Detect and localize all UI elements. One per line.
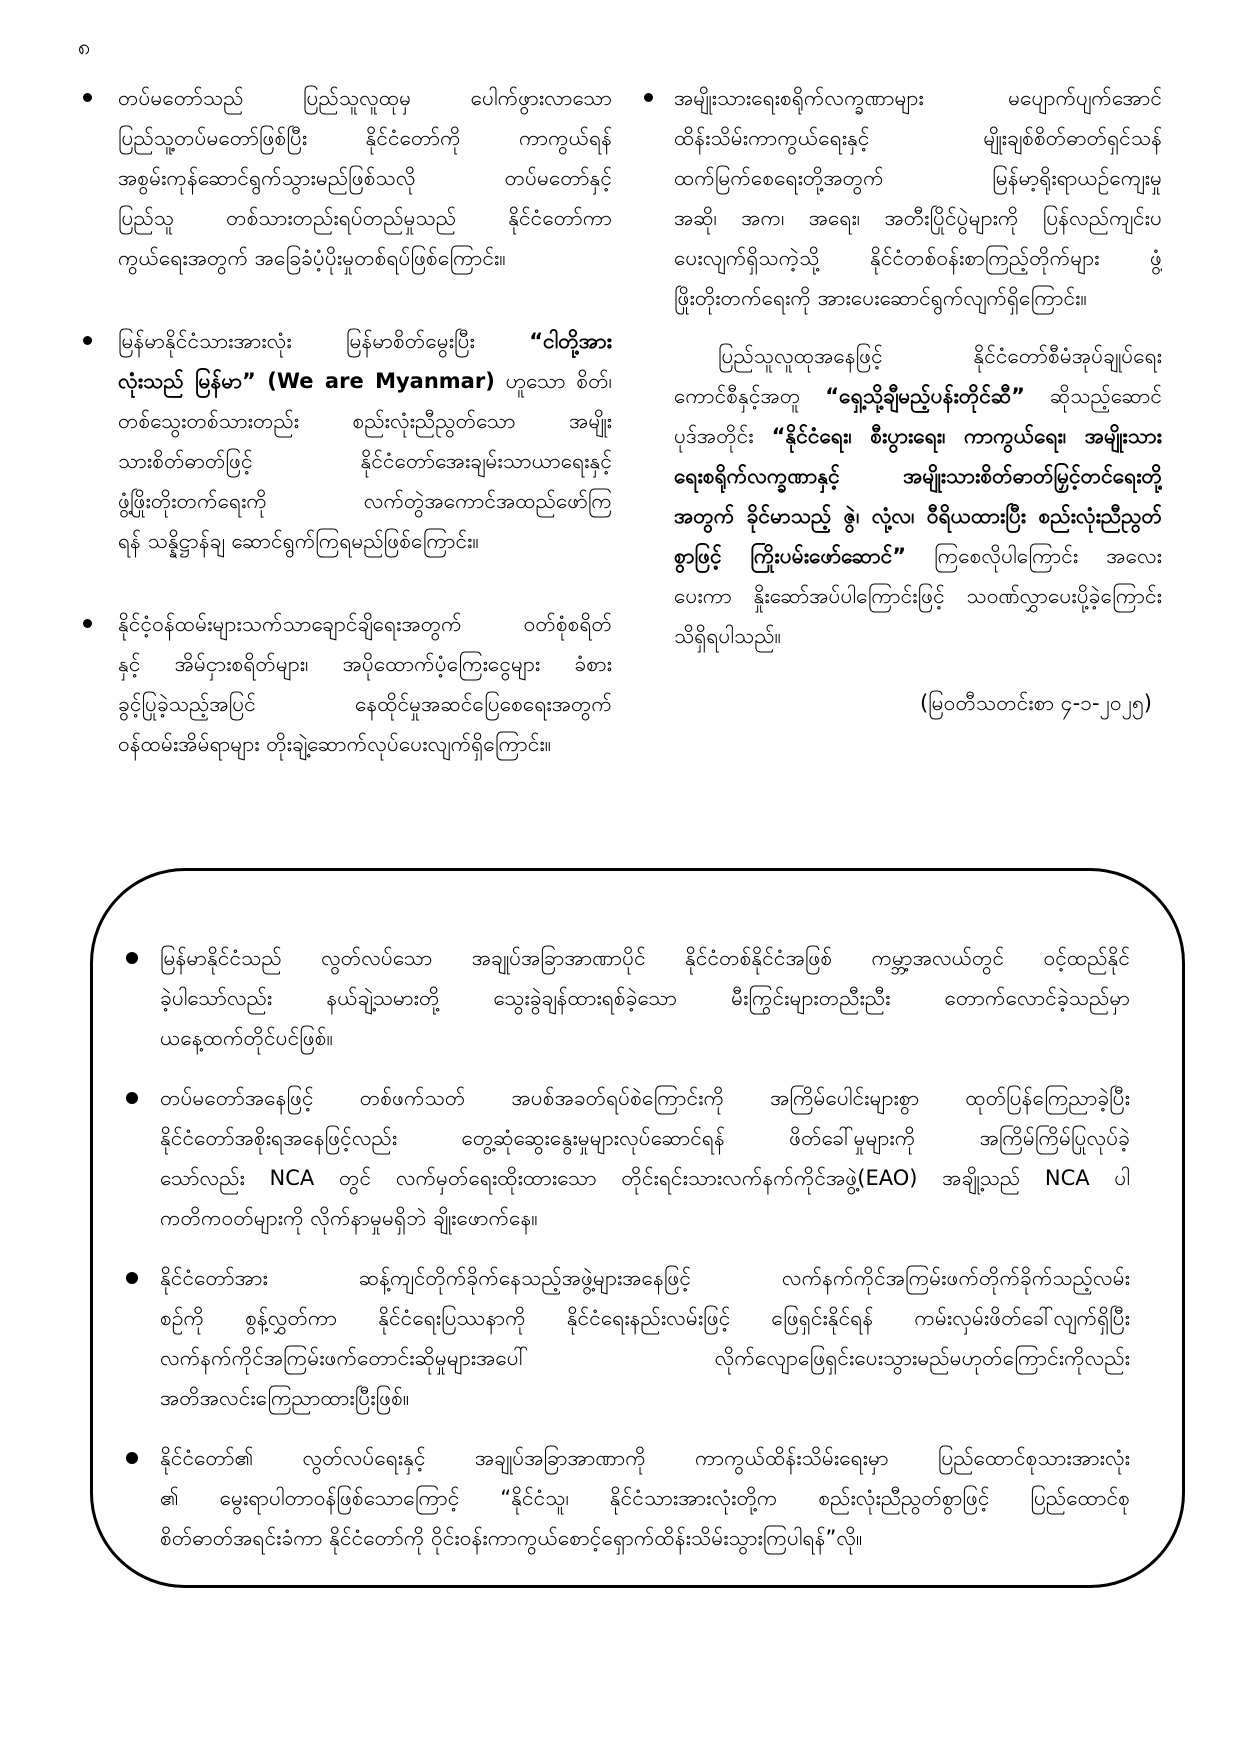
notice-bullet-text [160, 1078, 1130, 1238]
text-line [160, 1078, 1130, 1118]
bold-text-segment: စွာဖြင့် ကြိုးပမ်းဖော်ဆောင်” [674, 544, 907, 568]
bullet-dot-icon [83, 619, 92, 628]
bullet-text [118, 604, 612, 764]
notice-box [90, 868, 1185, 1588]
text-line [118, 361, 612, 401]
text-line [118, 481, 612, 521]
text-line [674, 536, 1162, 576]
bullet-dot-icon [126, 1092, 138, 1104]
bold-text-segment: ရေးစရိုက်လက္ခဏာနှင့် အမျိုးသားစိတ်ဓာတ်မြှင့်တင်ရေးတို့ [674, 464, 1162, 488]
text-segment: အစွမ်းကုန်ဆောင်ရွက်သွားမည်ဖြစ်သလို တပ်မတော်နှင့် [118, 166, 612, 190]
text-line [674, 456, 1162, 496]
notice-bullet-item [160, 1078, 1130, 1238]
text-line [674, 118, 1162, 158]
text-segment: တပ်မတော်အနေဖြင့် တစ်ဖက်သတ် အပစ်အခတ်ရပ်စဲကြောင်းကို အကြိမ်ပေါင်းများစွာ ထုတ်ပြန်ကြေညာခဲ့ပြီး [160, 1086, 1130, 1110]
notice-bullet-item [160, 1258, 1130, 1418]
text-line [118, 684, 612, 724]
text-line [118, 521, 612, 561]
text-line [118, 321, 612, 361]
text-segment: ရန် သန္နိဋ္ဌာန်ချ ဆောင်ရွက်ကြရမည်ဖြစ်ကြောင်း။ [118, 529, 479, 553]
text-segment: ကတိကဝတ်များကို လိုက်နာမှုမရှိဘဲ ချိုးဖောက်နေ။ [160, 1206, 538, 1230]
text-line [160, 1158, 1130, 1198]
bullet-dot-icon [126, 952, 138, 964]
text-line [118, 644, 612, 684]
notice-bullet-text [160, 1258, 1130, 1418]
text-segment: ဖွံ့ဖြိုးတိုးတက်ရေးကို လက်တွဲအကောင်အထည်ဖော်ကြ [118, 489, 612, 513]
right-column [630, 78, 1162, 723]
bullet-item [70, 321, 612, 561]
text-line [674, 336, 1162, 376]
text-segment: ပြည်သူ တစ်သားတည်းရပ်တည်မှုသည် နိုင်ငံတော်ကာ [118, 206, 612, 230]
text-segment: သားစိတ်ဓာတ်ဖြင့် နိုင်ငံတော်အေးချမ်းသာယာရေးနှင့် [118, 449, 612, 473]
text-segment: တစ်သွေးတစ်သားတည်း စည်းလုံးညီညွတ်သော အမျိုး [118, 409, 612, 433]
bullet-text [118, 78, 612, 278]
text-line [674, 496, 1162, 536]
text-segment: ထိန်းသိမ်းကာကွယ်ရေးနှင့် မျိုးချစ်စိတ်ဓာတ်ရှင်သန် [674, 126, 1162, 150]
text-line [118, 401, 612, 441]
page-number: ၈ [78, 35, 91, 60]
text-segment: နှင့် အိမ်ငှားစရိတ်များ၊ အပိုထောက်ပံ့ကြေးငွေများ ခံစား [118, 652, 612, 676]
text-segment: ပုဒ်အတိုင်း [674, 424, 772, 448]
text-line [160, 1378, 1130, 1418]
text-line [160, 1258, 1130, 1298]
bold-text-segment: “နိုင်ငံရေး၊ စီးပွားရေး၊ ကာကွယ်ရေး၊ အမျိုးသား [771, 424, 1162, 448]
text-segment: ဖြိုးတိုးတက်ရေးကို အားပေးဆောင်ရွက်လျက်ရှိကြောင်း။ [674, 286, 1087, 310]
text-segment: ထက်မြက်စေရေးတို့အတွက် မြန်မာ့ရိုးရာယဉ်ကျေးမှု [674, 166, 1162, 190]
text-segment: သော်လည်း NCA တွင် လက်မှတ်ရေးထိုးထားသော တိုင်းရင်းသားလက်နက်ကိုင်အဖွဲ့(EAO) အချို့သည် NCA ပါ [160, 1166, 1130, 1190]
text-line [118, 604, 612, 644]
bold-text-segment: အတွက် ခိုင်မာသည့် ဇွဲ၊ လုံ့လ၊ ဝီရိယထားပြီး စည်းလုံးညီညွတ် [674, 504, 1162, 528]
text-line [160, 938, 1130, 978]
text-segment: ပေးလျက်ရှိသကဲ့သို့ နိုင်ငံတစ်ဝန်းစာကြည့်တိုက်များ ဖွံ့ [674, 246, 1162, 270]
text-segment: အဆို၊ အက၊ အရေး၊ အတီးပြိုင်ပွဲများကို ပြန်လည်ကျင်းပ [674, 206, 1162, 230]
text-line [118, 118, 612, 158]
text-segment: ၏ မွေးရာပါတာဝန်ဖြစ်သောကြောင့် “နိုင်ငံသူ၊ နိုင်ငံသားအားလုံးတို့က စည်းလုံးညီညွတ်စွာဖြင့် ပြည်ထောင်စု [160, 1486, 1130, 1510]
bullet-item [70, 604, 612, 764]
notice-bullet-text [160, 1438, 1130, 1558]
bullet-dot-icon [83, 336, 92, 345]
text-segment: ပြည်သူလူထုအနေဖြင့် နိုင်ငံတော်စီမံအုပ်ချုပ်ရေး [718, 344, 1162, 368]
text-segment: ခဲ့ပါသော်လည်း နယ်ချဲ့သမားတို့ သွေးခွဲချန်ထားရစ်ခဲ့သော မီးကြွင်းများတညီးညီး တောက်လောင်ခဲ့သည်မှာ [160, 986, 1130, 1010]
text-segment: နိုင်ငံတော်၏ လွတ်လပ်ရေးနှင့် အချုပ်အခြာအာဏာကို ကာကွယ်ထိန်းသိမ်းရေးမှာ ပြည်ထောင်စုသားအားလုံး [160, 1446, 1130, 1470]
text-line [674, 616, 1162, 656]
text-segment: တပ်မတော်သည် ပြည်သူလူထုမှ ပေါက်ဖွားလာသော [118, 86, 612, 110]
text-segment: ဟူသော စိတ်၊ [494, 369, 612, 393]
text-line [160, 1018, 1130, 1058]
bullet-dot-icon [644, 93, 653, 102]
text-line [674, 198, 1162, 238]
text-segment: ဝန်ထမ်းအိမ်ရာများ တိုးချဲ့ဆောက်လုပ်ပေးလျက်ရှိကြောင်း။ [118, 732, 552, 756]
text-segment: ခွင့်ပြုခဲ့သည့်အပြင် နေထိုင်မှုအဆင်ပြေစေရေးအတွက် [118, 692, 612, 716]
text-line [118, 78, 612, 118]
text-segment: မြန်မာနိုင်ငံသည် လွတ်လပ်သော အချုပ်အခြာအာဏာပိုင် နိုင်ငံတစ်နိုင်ငံအဖြစ် ကမ္ဘာ့အလယ်တွင် ဝင့်ထည်နိုင် [160, 946, 1130, 970]
text-segment: မြန်မာနိုင်ငံသားအားလုံး မြန်မာစိတ်မွေးပြီး [118, 329, 530, 353]
text-segment: ဆိုသည့်ဆောင် [1024, 384, 1162, 408]
text-line [118, 158, 612, 198]
text-line [674, 278, 1162, 318]
bullet-dot-icon [126, 1452, 138, 1464]
text-segment: နိုင်ငံ့ဝန်ထမ်းများသက်သာချောင်ချိရေးအတွက် ဝတ်စုံစရိတ် [118, 612, 612, 636]
text-line [160, 1438, 1130, 1478]
notice-bullet-item [160, 1438, 1130, 1558]
text-line [674, 78, 1162, 118]
notice-bullet-item [160, 938, 1130, 1058]
text-segment: အတိအလင်းကြေညာထားပြီးဖြစ်။ [160, 1386, 410, 1410]
notice-bullet-text [160, 938, 1130, 1058]
bold-text-segment: “ငါတို့အား [529, 329, 612, 353]
text-line [160, 1298, 1130, 1338]
text-line [674, 238, 1162, 278]
text-line [160, 1518, 1130, 1558]
text-segment: နိုင်ငံတော်အား ဆန့်ကျင်တိုက်ခိုက်နေသည့်အဖွဲ့များအနေဖြင့် လက်နက်ကိုင်အကြမ်းဖက်တိုက်ခိုက်သည့်လမ်း [160, 1266, 1130, 1290]
text-line [674, 158, 1162, 198]
text-segment: ကြစေလိုပါကြောင်း အလေး [906, 544, 1162, 568]
text-segment: စဉ်ကို စွန့်လွှတ်ကာ နိုင်ငံရေးပြဿနာကို နိုင်ငံရေးနည်းလမ်းဖြင့် ဖြေရှင်းနိုင်ရန် ကမ်းလှမ်းဖိတ်ခေါ်လျက်ရှိပြီး [160, 1306, 1130, 1330]
text-line [160, 978, 1130, 1018]
bullet-item [630, 78, 1162, 318]
text-line [118, 724, 612, 764]
text-segment: စိတ်ဓာတ်အရင်းခံကာ နိုင်ငံတော်ကို ဝိုင်းဝန်းကာကွယ်စောင့်ရှောက်ထိန်းသိမ်းသွားကြပါရန်”လို။ [160, 1526, 863, 1550]
text-line [674, 416, 1162, 456]
text-line [160, 1338, 1130, 1378]
text-segment: ပေးကာ နှိုးဆော်အပ်ပါကြောင်းဖြင့် သဝဏ်လွှာပေးပို့ခဲ့ကြောင်း [674, 584, 1162, 608]
bullet-dot-icon [126, 1272, 138, 1284]
bullet-text [118, 321, 612, 561]
text-segment: နိုင်ငံတော်အစိုးရအနေဖြင့်လည်း တွေ့ဆုံဆွေးနွေးမှုများလုပ်ဆောင်ရန် ဖိတ်ခေါ်မှုများကို အကြိမ်ကြိမ်ပြုလုပ်ခဲ့ [160, 1126, 1130, 1150]
text-line [160, 1198, 1130, 1238]
bold-text-segment: “ရှေ့သို့ချီမည့်ပန်းတိုင်ဆီ” [825, 384, 1025, 408]
text-line [674, 376, 1162, 416]
text-segment: ကွယ်ရေးအတွက် အခြေခံပံ့ပိုးမှုတစ်ရပ်ဖြစ်ကြောင်း။ [118, 246, 506, 270]
text-line [160, 1118, 1130, 1158]
body-paragraph [630, 336, 1162, 656]
text-segment: လက်နက်ကိုင်အကြမ်းဖက်တောင်းဆိုမှုများအပေါ် လိုက်လျောဖြေရှင်းပေးသွားမည်မဟုတ်ကြောင်းကိုလည်း [160, 1346, 1130, 1370]
text-segment: သိရှိရပါသည်။ [674, 624, 781, 648]
bold-text-segment: လုံးသည် မြန်မာ” (We are Myanmar) [118, 369, 495, 393]
text-line [160, 1478, 1130, 1518]
bullet-text [674, 78, 1162, 318]
left-column [70, 78, 612, 764]
text-line [118, 198, 612, 238]
text-line [118, 441, 612, 481]
bullet-dot-icon [83, 93, 92, 102]
text-segment: ပြည်သူ့တပ်မတော်ဖြစ်ပြီး နိုင်ငံတော်ကို ကာကွယ်ရန် [118, 126, 612, 150]
source-citation: (မြဝတီသတင်းစာ ၄-၁-၂၀၂၅) [919, 691, 1152, 715]
text-line [118, 238, 612, 278]
text-segment: ကောင်စီနှင့်အတူ [674, 384, 826, 408]
bullet-item [70, 78, 612, 278]
text-line [674, 576, 1162, 616]
text-segment: ယနေ့ထက်တိုင်ပင်ဖြစ်။ [160, 1026, 333, 1050]
text-segment: အမျိုးသားရေးစရိုက်လက္ခဏာများ မပျောက်ပျက်အောင် [674, 86, 1162, 110]
